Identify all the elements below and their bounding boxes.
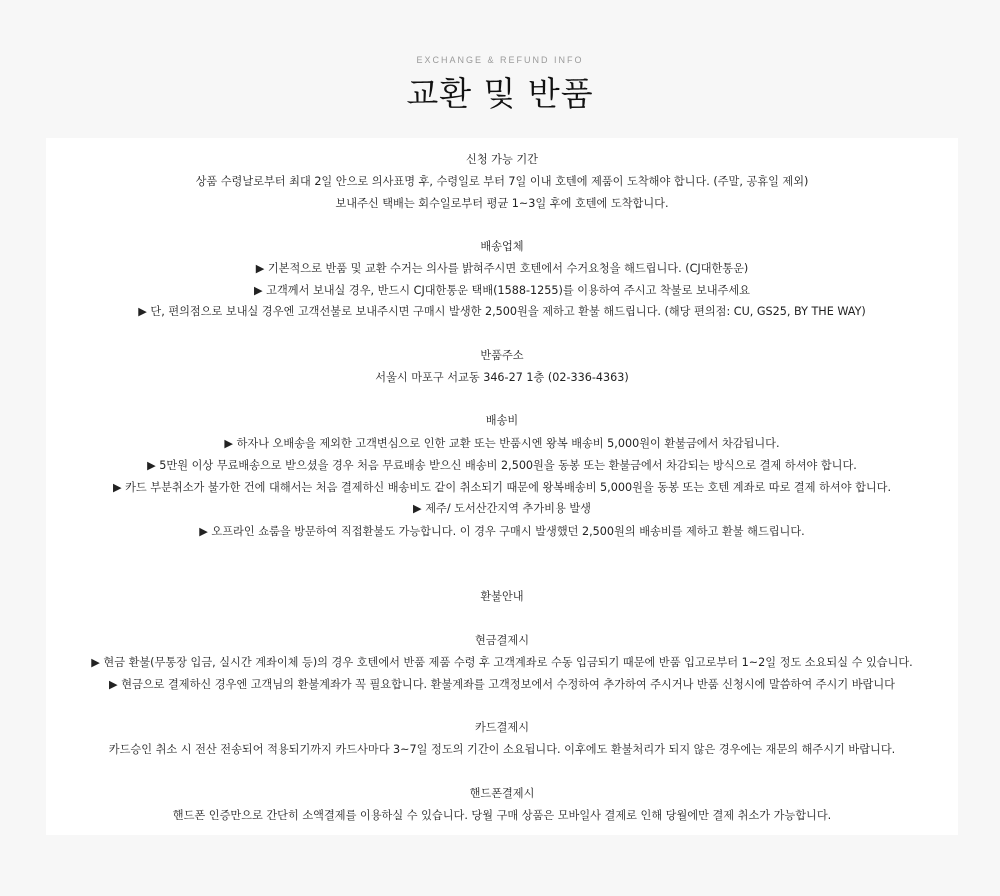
address-heading: 반품주소 xyxy=(480,349,524,362)
phone-heading: 핸드폰결제시 xyxy=(469,787,535,800)
carrier-line-1: ▶ 기본적으로 반품 및 교환 수거는 의사를 밝혀주시면 호텐에서 수거요청을 해드립니다. (CJ대한통운) xyxy=(255,262,749,275)
carrier-line-3: ▶ 단, 편의점으로 보내실 경우엔 고객선불로 보내주시면 구매시 발생한 2,500원을 제하고 환불 해드립니다. (해당 편의점: CU, GS25, BY THE WAY) xyxy=(138,305,866,318)
carrier-line-2: ▶ 고객께서 보내실 경우, 반드시 CJ대한통운 택배(1588-1255)를 이용하여 주시고 착불로 보내주세요 xyxy=(254,284,750,297)
shipping-fee-line-2: ▶ 5만원 이상 무료배송으로 받으셨을 경우 처음 무료배송 받으신 배송비 2,500원을 동봉 또는 환불금에서 차감되는 방식으로 결제 하셔야 합니다. xyxy=(147,459,857,472)
card-line-1: 카드승인 취소 시 전산 전송되어 적용되기까지 카드사마다 3~7일 정도의 기간이 소요됩니다. 이후에도 환불처리가 되지 않은 경우에는 재문의 해주시기 바랍니다. xyxy=(108,743,896,756)
period-line-2: 보내주신 택배는 회수일로부터 평균 1~3일 후에 호텐에 도착합니다. xyxy=(335,197,669,210)
refund-guide-heading: 환불안내 xyxy=(480,590,524,603)
shipping-fee-line-1: ▶ 하자나 오배송을 제외한 고객변심으로 인한 교환 또는 반품시엔 왕복 배송비 5,000원이 환불금에서 차감됩니다. xyxy=(224,437,780,450)
shipping-fee-line-3: ▶ 카드 부분취소가 불가한 건에 대해서는 처음 결제하신 배송비도 같이 취소되기 때문에 왕복배송비 5,000원을 동봉 또는 호텐 계좌로 따로 결제 하셔야 합니다. xyxy=(112,481,892,494)
page-title: 교환 및 반품 xyxy=(406,74,594,113)
period-heading: 신청 가능 기간 xyxy=(466,153,538,166)
page-eyebrow: EXCHANGE & REFUND INFO xyxy=(416,55,584,65)
card-heading: 카드결제시 xyxy=(474,721,530,734)
cash-heading: 현금결제시 xyxy=(474,634,530,647)
info-panel xyxy=(46,138,958,835)
cash-line-1: ▶ 현금 환불(무통장 입금, 실시간 계좌이체 등)의 경우 호텐에서 반품 제품 수령 후 고객계좌로 수동 입금되기 때문에 반품 입고로부터 1~2일 정도 소요되실 수 있습니다. xyxy=(91,656,913,669)
shipping-fee-line-4: ▶ 제주/ 도서산간지역 추가비용 발생 xyxy=(413,502,591,515)
phone-line-1: 핸드폰 인증만으로 간단히 소액결제를 이용하실 수 있습니다. 당월 구매 상품은 모바일사 결제로 인해 당월에만 결제 취소가 가능합니다. xyxy=(172,809,832,822)
carrier-heading: 배송업체 xyxy=(480,240,524,253)
period-line-1: 상품 수령날로부터 최대 2일 안으로 의사표명 후, 수령일로 부터 7일 이내 호텐에 제품이 도착해야 합니다. (주말, 공휴일 제외) xyxy=(195,175,809,188)
shipping-fee-heading: 배송비 xyxy=(485,414,519,427)
cash-line-2: ▶ 현금으로 결제하신 경우엔 고객님의 환불계좌가 꼭 필요합니다. 환불계좌를 고객정보에서 수정하여 추가하여 주시거나 반품 신청시에 말씀하여 주시기 바랍니다 xyxy=(109,678,895,691)
shipping-fee-line-5: ▶ 오프라인 쇼룸을 방문하여 직접환불도 가능합니다. 이 경우 구매시 발생했던 2,500원의 배송비를 제하고 환불 해드립니다. xyxy=(199,525,805,538)
address-line-1: 서울시 마포구 서교동 346-27 1층 (02-336-4363) xyxy=(375,371,629,384)
